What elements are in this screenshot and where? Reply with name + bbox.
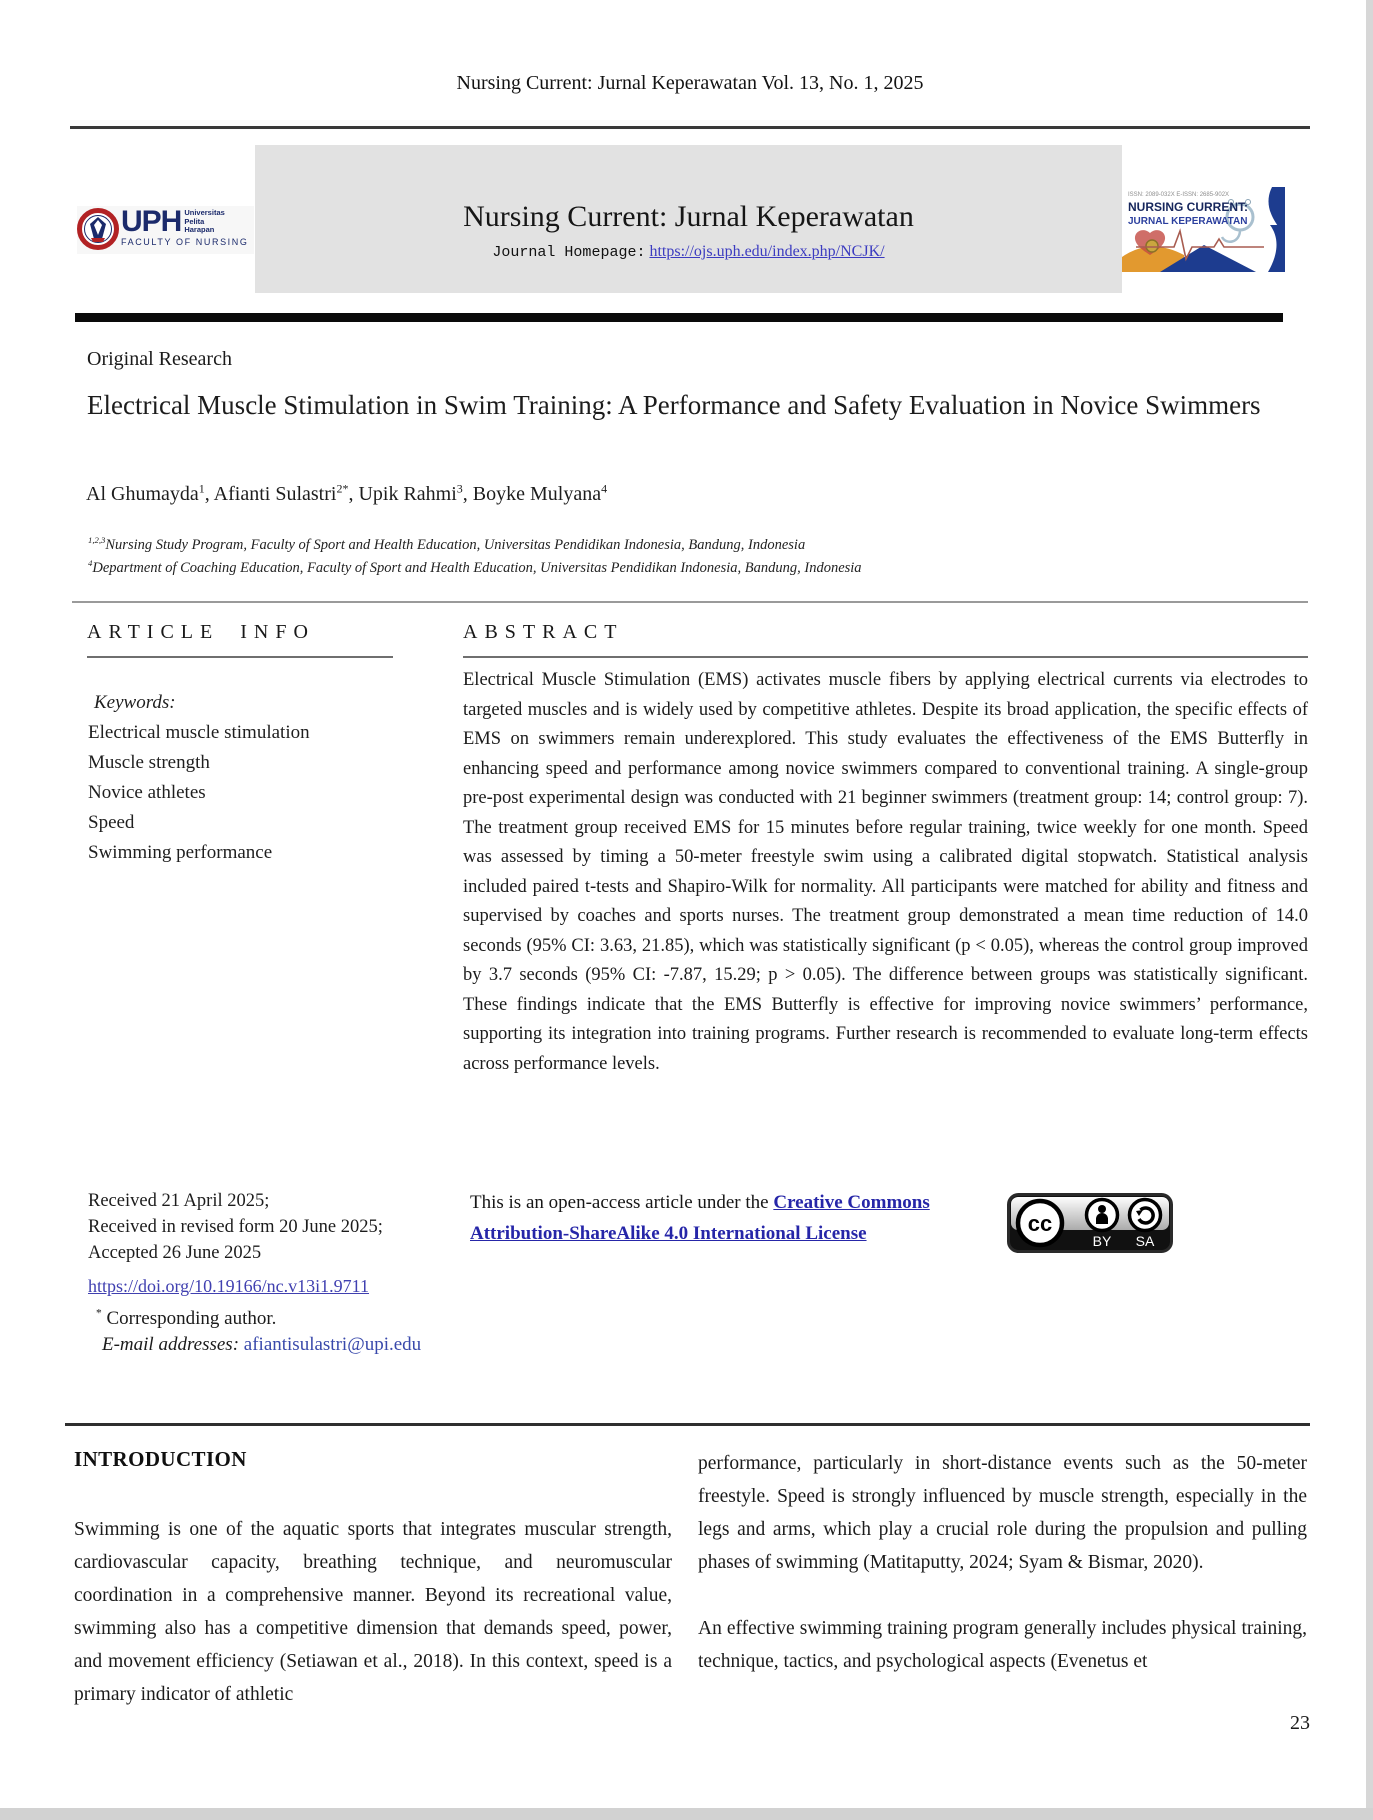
- revised-date: Received in revised form 20 June 2025;: [88, 1217, 383, 1237]
- intro-paragraph-right-1: performance, particularly in short-distance events such as the 50-meter freestyle. Speed is strongly influenced by muscle strength, especially in the legs and arms, which play a crucial role during the propulsion and pulling phases of swimming (Matitaputty, 2024; Syam & Bismar, 2020).: [698, 1453, 1307, 1573]
- homepage-label: Journal Homepage:: [492, 244, 646, 261]
- doi-link[interactable]: https://doi.org/10.19166/nc.v13i1.9711: [88, 1276, 370, 1296]
- cover-issn: ISSN: 2089-032X E-ISSN: 2685-902X: [1128, 192, 1230, 198]
- right-column: [698, 1447, 1307, 1711]
- email-link[interactable]: afiantisulastri@upi.edu: [243, 1334, 422, 1355]
- received-date: Received 21 April 2025;: [88, 1191, 270, 1211]
- article-category: Original Research: [87, 348, 232, 370]
- body-divider: [65, 1423, 1310, 1426]
- journal-cover-thumbnail: [1122, 185, 1285, 272]
- abstract-text: Electrical Muscle Stimulation (EMS) activates muscle fibers by applying electrical currents via electrodes to targeted muscles and is widely used by competitive athletes. Despite its broad application, the specific effects of EMS on swimmers remain underexplored. This study evaluates the effectiveness of the EMS Butterfly in enhancing speed and performance among novice swimmers compared to conventional training. A single-group pre-post experimental design was conducted with 21 beginner swimmers (treatment group: 14; control group: 7). The treatment group received EMS for 15 minutes before regular training, twice weekly for one month. Speed was assessed by timing a 50-meter freestyle swim using a calibrated digital stopwatch. Statistical analysis included paired t-tests and Shapiro-Wilk for normality. All participants were matched for ability and fitness and supervised by coaches and sports nurses. The treatment group demonstrated a mean time reduction of 14.0 seconds (95% CI: 3.63, 21.85), which was statistically significant (p < 0.05), whereas the control group improved by 3.7 seconds (95% CI: -7.87, 15.29; p > 0.05). The difference between groups was statistically significant. These findings indicate that the EMS Butterfly is effective for improving novice swimmers’ performance, supporting its integration into training programs. Further research is recommended to evaluate long-term effects across performance levels.: [463, 670, 1308, 1074]
- svg-text:cc: cc: [1027, 1211, 1053, 1236]
- intro-paragraph-right-2: An effective swimming training program generally includes physical training, technique, tactics, and psychological aspects (Evenetus et: [698, 1618, 1307, 1672]
- faculty-label: FACULTY OF NURSING: [121, 237, 249, 247]
- keywords-list: [88, 718, 310, 868]
- page-bottom-edge: [0, 1808, 1373, 1820]
- introduction-heading: INTRODUCTION: [74, 1447, 247, 1471]
- author-name: Upik Rahmi$^3$: [358, 481, 463, 505]
- cc-icon: [1018, 1201, 1062, 1245]
- article-info-rule: [87, 656, 393, 658]
- cover-title-1: NURSING CURRENT:: [1128, 200, 1248, 214]
- license-statement: [470, 1188, 982, 1249]
- authors-line: Al Ghumayda$^1$, Afianti Sulastri$^{2*}$, Upik Rahmi$^3$, Boyke Mulyana$^4$: [86, 481, 608, 505]
- svg-text:BY: BY: [1092, 1233, 1112, 1249]
- page-right-edge: [1366, 0, 1373, 1820]
- affiliation: $^4$Department of Coaching Education, Faculty of Sport and Health Education, Universitas Pendidikan Indonesia, Bandung, Indonesia: [88, 558, 862, 576]
- header-rule: [70, 126, 1310, 129]
- abstract-rule: [463, 656, 1308, 658]
- homepage-link[interactable]: https://ojs.uph.edu/index.php/NCJK/: [649, 243, 885, 260]
- article-title: Electrical Muscle Stimulation in Swim Training: A Performance and Safety Evaluation in Novice Swimmers: [87, 390, 1261, 420]
- author-name: Al Ghumayda$^1$: [86, 481, 205, 505]
- keywords-block: [88, 688, 310, 868]
- keyword-item: Muscle strength: [88, 752, 210, 773]
- article-history: [88, 1188, 383, 1266]
- affiliation: $^{1,2,3}$Nursing Study Program, Faculty of Sport and Health Education, Universitas Pendidikan Indonesia, Bandung, Indonesia: [88, 535, 806, 553]
- keyword-item: Speed: [88, 812, 135, 833]
- accepted-date: Accepted 26 June 2025: [88, 1243, 262, 1263]
- svg-text:SA: SA: [1135, 1233, 1155, 1249]
- uph-logo: [77, 206, 254, 254]
- journal-title: Nursing Current: Jurnal Keperawatan: [463, 200, 914, 233]
- left-column: [74, 1447, 672, 1711]
- keyword-item: Electrical muscle stimulation: [88, 722, 310, 743]
- article-info-heading: ARTICLE INFO: [87, 621, 315, 643]
- by-icon: [1087, 1200, 1118, 1231]
- email-line: [102, 1334, 421, 1356]
- page-number: 23: [1290, 1712, 1310, 1734]
- doi-line: [88, 1276, 369, 1297]
- author-name: Boyke Mulyana$^4$: [472, 481, 608, 505]
- keyword-item: Novice athletes: [88, 782, 206, 803]
- keyword-item: Swimming performance: [88, 842, 273, 863]
- sa-icon: [1130, 1200, 1161, 1231]
- license-prefix: This is an open-access article under the: [470, 1192, 774, 1213]
- uph-acronym: UPH: [121, 205, 182, 238]
- corresponding-author: * Corresponding author.: [96, 1307, 277, 1329]
- cover-title-2: JURNAL KEPERAWATAN: [1128, 216, 1248, 227]
- running-header: Nursing Current: Jurnal Keperawatan Vol. 13, No. 1, 2025: [456, 72, 924, 94]
- university-name: Universitas Pelita Harapan: [184, 208, 225, 235]
- intro-paragraph-left: Swimming is one of the aquatic sports that integrates muscular strength, cardiovascular capacity, breathing technique, and neuromuscular coordination in a comprehensive manner. Beyond its recreational value, swimming also has a competitive dimension that demands speed, power, and movement efficiency (Setiawan et al., 2018). In this context, speed is a primary indicator of athletic: [74, 1519, 672, 1705]
- masthead-bottom-rule: [75, 313, 1283, 322]
- email-label: E-mail addresses:: [102, 1334, 240, 1355]
- cc-by-sa-badge: [1007, 1193, 1173, 1253]
- author-name: Afianti Sulastri$^{2*}$: [213, 481, 349, 505]
- uph-emblem-icon: [77, 208, 119, 255]
- affiliations: [88, 534, 862, 580]
- license-link[interactable]: Creative Commons Attribution-ShareAlike 4.0 International License: [470, 1192, 930, 1244]
- keywords-label: Keywords:: [94, 692, 176, 713]
- journal-homepage-line: [255, 243, 1122, 261]
- abstract-heading: ABSTRACT: [463, 621, 624, 643]
- section-divider: [72, 601, 1308, 603]
- introduction-section: [74, 1447, 1307, 1711]
